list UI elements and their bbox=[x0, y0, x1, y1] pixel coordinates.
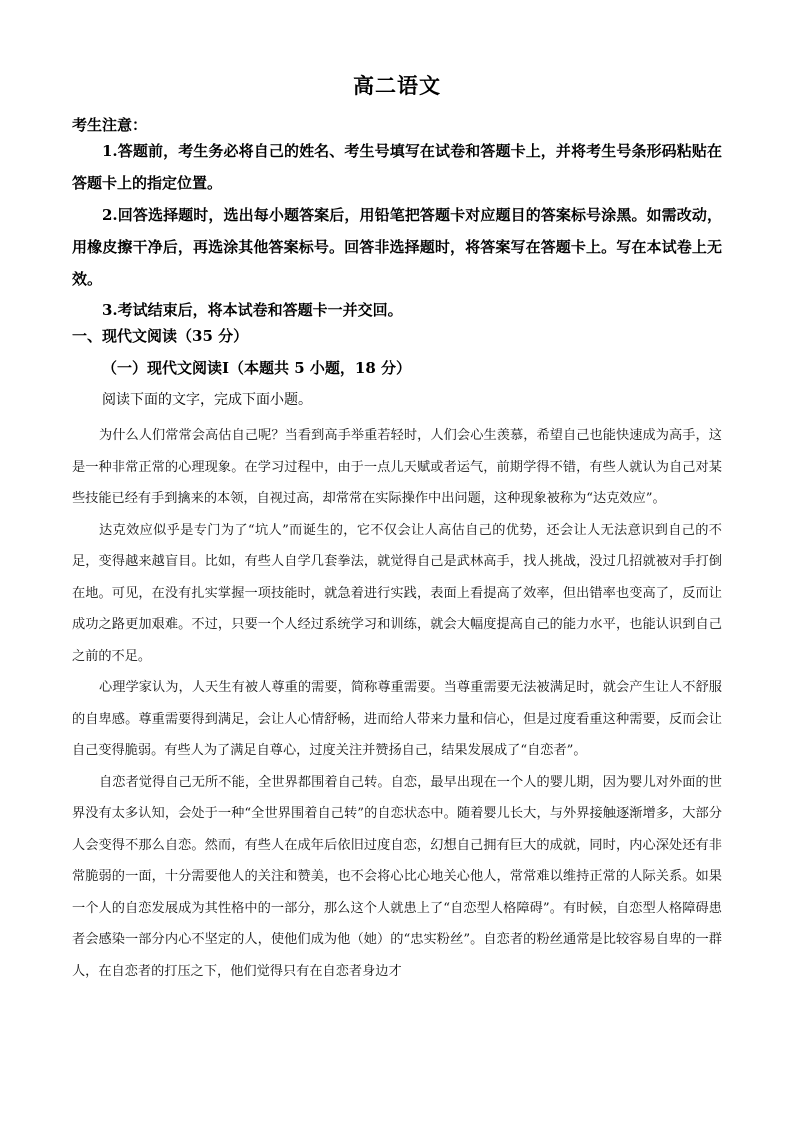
passage-paragraph-2: 达克效应似乎是专门为了“坑人”而诞生的，它不仅会让人高估自己的优势，还会让人无法意识到自己的不足，变得越来越盲目。比如，有些人自学几套拳法，就觉得自己是武林高手，找人挑战，没过几招就被对手打倒在地。可见，在没有扎实掌握一项技能时，就急着进行实践，表面上看提高了效率，但出错率也变高了，反而让成功之路更加艰难。不过，只要一个人经过系统学习和训练，就会大幅度提高自己的能力水平，也能认识到自己之前的不足。 bbox=[72, 522, 722, 664]
reading-passage bbox=[72, 420, 722, 987]
reading-instruction: 阅读下面的文字，完成下面小题。 bbox=[102, 392, 312, 408]
notice-heading: 考生注意： bbox=[72, 116, 148, 134]
notice-item-1: 1.答题前，考生务必将自己的姓名、考生号填写在试卷和答题卡上，并将考生号条形码粘贴在答题卡上的指定位置。 bbox=[72, 142, 722, 192]
page-title: 高二语文 bbox=[353, 73, 441, 98]
section-subheading: （一）现代文阅读Ⅰ（本题共 5 小题，18 分） bbox=[102, 359, 411, 377]
notice-item-2: 2.回答选择题时，选出每小题答案后，用铅笔把答题卡对应题目的答案标号涂黑。如需改动，用橡皮擦干净后，再选涂其他答案标号。回答非选择题时，将答案写在答题卡上。写在本试卷上无效。 bbox=[72, 206, 722, 288]
notice-item-3: 3.考试结束后，将本试卷和答题卡一并交回。 bbox=[102, 301, 403, 319]
section-heading: 一、现代文阅读（35 分） bbox=[72, 327, 249, 345]
passage-paragraph-3: 心理学家认为，人天生有被人尊重的需要，简称尊重需要。当尊重需要无法被满足时，就会产生让人不舒服的自卑感。尊重需要得到满足，会让人心情舒畅，进而给人带来力量和信心，但是过度看重这种需要，反而会让自己变得脆弱。有些人为了满足自尊心，过度关注并赞扬自己，结果发展成了“自恋者”。 bbox=[72, 680, 722, 758]
passage-paragraph-4: 自恋者觉得自己无所不能，全世界都围着自己转。自恋，最早出现在一个人的婴儿期，因为婴儿对外面的世界没有太多认知，会处于一种“全世界围着自己转”的自恋状态中。随着婴儿长大，与外界接触逐渐增多，大部分人会变得不那么自恋。然而，有些人在成年后依旧过度自恋，幻想自己拥有巨大的成就，同时，内心深处还有非常脆弱的一面，十分需要他人的关注和赞美，也不会将心比心地关心他人，常常难以维持正常的人际关系。如果一个人的自恋发展成为其性格中的一部分，那么这个人就患上了“自恋型人格障碍”。有时候，自恋型人格障碍患者会感染一部分内心不坚定的人，使他们成为他（她）的“忠实粉丝”。自恋者的粉丝通常是比较容易自卑的一群人，在自恋者的打压之下，他们觉得只有在自恋者身边才 bbox=[72, 774, 722, 979]
passage-paragraph-1: 为什么人们常常会高估自己呢？当看到高手举重若轻时，人们会心生羡慕，希望自己也能快速成为高手，这是一种非常正常的心理现象。在学习过程中，由于一点儿天赋或者运气，前期学得不错，有些人就认为自己对某些技能已经有手到擒来的本领，自视过高，却常常在实际操作中出问题，这种现象被称为“达克效应”。 bbox=[72, 428, 722, 506]
